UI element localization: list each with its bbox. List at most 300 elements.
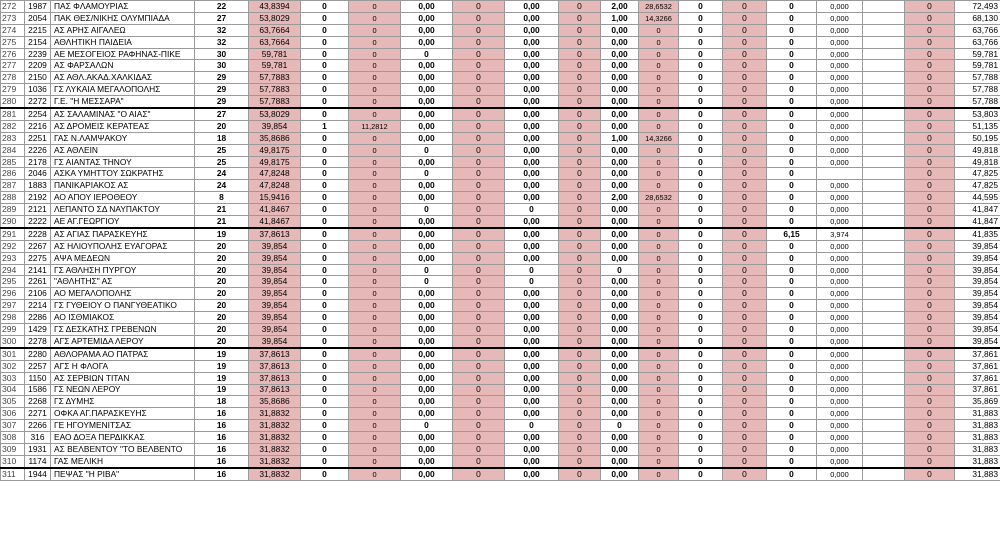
points-cell: 21 [195, 204, 249, 216]
data-cell: 0,00 [601, 108, 639, 120]
points-value-cell: 53,8029 [249, 12, 301, 24]
table-row [1, 468, 1000, 480]
data-cell: 0 [679, 288, 723, 300]
data-cell: 0 [559, 312, 601, 324]
data-cell: 0 [639, 168, 679, 180]
club-code-cell: 2178 [25, 156, 51, 168]
data-cell: 0,00 [601, 335, 639, 347]
data-cell: 0 [301, 1, 349, 13]
points-cell: 29 [195, 84, 249, 96]
data-cell: 0,00 [401, 1, 453, 13]
points-cell: 24 [195, 180, 249, 192]
data-cell: 0 [349, 312, 401, 324]
row-rank-cell: 306 [1, 408, 25, 420]
points-value-cell: 57,7883 [249, 96, 301, 108]
data-cell: 0 [301, 264, 349, 276]
data-cell: 0 [905, 348, 955, 360]
data-cell: 0,00 [505, 228, 559, 240]
club-code-cell: 2228 [25, 228, 51, 240]
points-cell: 20 [195, 240, 249, 252]
data-cell: 0 [723, 396, 767, 408]
data-cell: 0,000 [817, 108, 863, 120]
data-cell: 0 [349, 180, 401, 192]
data-cell: 0,000 [817, 48, 863, 60]
data-cell: 0 [559, 168, 601, 180]
data-cell: 0 [679, 300, 723, 312]
club-name-cell: ΓΑΣ ΜΕΛΙΚΗ [51, 455, 195, 467]
data-cell: 0,00 [505, 36, 559, 48]
data-cell: 0 [401, 420, 453, 432]
data-cell: 0,000 [817, 264, 863, 276]
club-code-cell: 2209 [25, 60, 51, 72]
data-cell: 0 [639, 96, 679, 108]
data-cell: 0 [639, 408, 679, 420]
table-row [1, 1, 1000, 13]
data-cell [863, 216, 905, 228]
data-cell: 0 [301, 48, 349, 60]
row-rank-cell: 287 [1, 180, 25, 192]
data-cell: 0 [639, 120, 679, 132]
data-cell: 0 [679, 228, 723, 240]
data-cell: 0,000 [817, 204, 863, 216]
data-cell: 0,000 [817, 1, 863, 13]
data-cell: 0,00 [401, 300, 453, 312]
data-cell: 0 [679, 72, 723, 84]
row-rank-cell: 274 [1, 24, 25, 36]
data-cell: 0 [301, 408, 349, 420]
data-cell: 0 [679, 108, 723, 120]
data-cell: 0 [639, 180, 679, 192]
points-value-cell: 63,7664 [249, 24, 301, 36]
points-value-cell: 57,7883 [249, 72, 301, 84]
data-cell: 0 [639, 348, 679, 360]
data-cell: 0 [301, 252, 349, 264]
data-cell: 41,847 [955, 204, 1000, 216]
table-row [1, 443, 1000, 455]
data-cell: 0 [639, 300, 679, 312]
data-cell: 0 [905, 288, 955, 300]
data-cell: 0 [559, 288, 601, 300]
table-row [1, 276, 1000, 288]
data-cell: 0,00 [601, 228, 639, 240]
club-name-cell: ΓΣ ΔΕΣΚΑΤΗΣ ΓΡΕΒΕΝΩΝ [51, 324, 195, 336]
data-cell: 0 [905, 60, 955, 72]
club-name-cell: ΑΘΛΟΡΑΜΑ ΑΟ ΠΑΤΡΑΣ [51, 348, 195, 360]
data-cell: 0 [679, 120, 723, 132]
data-cell: 0 [559, 360, 601, 372]
data-cell: 63,766 [955, 24, 1000, 36]
data-cell: 0,00 [401, 432, 453, 444]
data-cell: 0 [401, 276, 453, 288]
data-cell: 0,00 [505, 84, 559, 96]
data-cell: 0 [639, 108, 679, 120]
points-value-cell: 37,8613 [249, 384, 301, 396]
data-cell: 0,00 [505, 348, 559, 360]
data-cell: 0 [723, 468, 767, 480]
data-cell: 59,781 [955, 60, 1000, 72]
data-cell: 0 [723, 132, 767, 144]
table-row [1, 60, 1000, 72]
data-cell: 0,000 [817, 24, 863, 36]
data-cell: 0,00 [505, 144, 559, 156]
data-cell: 0 [453, 432, 505, 444]
data-cell: 0 [905, 132, 955, 144]
data-cell: 0 [559, 252, 601, 264]
data-cell: 0 [349, 1, 401, 13]
data-cell: 0 [639, 204, 679, 216]
data-cell: 0,00 [505, 468, 559, 480]
data-cell: 0 [301, 324, 349, 336]
data-cell: 0 [723, 48, 767, 60]
row-rank-cell: 283 [1, 132, 25, 144]
data-cell: 0 [559, 180, 601, 192]
club-name-cell: ΑΣ ΑΘΛ.ΑΚΑΔ.ΧΑΛΚΙΔΑΣ [51, 72, 195, 84]
data-cell [863, 396, 905, 408]
row-rank-cell: 275 [1, 36, 25, 48]
data-cell: 0 [349, 443, 401, 455]
points-cell: 20 [195, 252, 249, 264]
data-cell: 0 [905, 408, 955, 420]
club-code-cell: 2278 [25, 335, 51, 347]
row-rank-cell: 293 [1, 252, 25, 264]
data-cell: 1 [301, 120, 349, 132]
row-rank-cell: 308 [1, 432, 25, 444]
data-cell: 0 [679, 1, 723, 13]
data-cell: 0,00 [601, 48, 639, 60]
data-cell: 53,803 [955, 108, 1000, 120]
data-cell [863, 108, 905, 120]
data-cell: 0,00 [505, 24, 559, 36]
data-cell: 37,861 [955, 348, 1000, 360]
data-cell: 0 [301, 276, 349, 288]
data-cell: 0,00 [505, 455, 559, 467]
points-cell: 20 [195, 300, 249, 312]
data-cell: 0,000 [817, 192, 863, 204]
club-code-cell: 2271 [25, 408, 51, 420]
data-cell: 0 [559, 96, 601, 108]
data-cell: 0 [301, 288, 349, 300]
data-cell [817, 168, 863, 180]
table-row [1, 252, 1000, 264]
data-cell: 0 [559, 240, 601, 252]
points-value-cell: 41,8467 [249, 216, 301, 228]
club-code-cell: 2226 [25, 144, 51, 156]
data-cell: 0 [453, 324, 505, 336]
data-cell: 0,00 [601, 216, 639, 228]
data-cell: 0 [639, 312, 679, 324]
data-cell: 0 [767, 276, 817, 288]
data-cell: 39,854 [955, 300, 1000, 312]
club-name-cell: Γ.Ε. "Η ΜΕΣΣΑΡΑ" [51, 96, 195, 108]
data-cell: 0 [767, 288, 817, 300]
points-value-cell: 39,854 [249, 276, 301, 288]
data-cell: 0 [723, 348, 767, 360]
data-cell [863, 312, 905, 324]
data-cell: 0 [905, 420, 955, 432]
table-row [1, 372, 1000, 384]
club-name-cell: ΑΘΛΗΤΙΚΗ ΠΑΙΔΕΙΑ [51, 36, 195, 48]
data-cell: 0 [559, 228, 601, 240]
data-cell: 14,3266 [639, 12, 679, 24]
data-cell: 47,825 [955, 168, 1000, 180]
data-cell: 0 [453, 360, 505, 372]
points-value-cell: 37,8613 [249, 348, 301, 360]
points-cell: 19 [195, 384, 249, 396]
data-cell: 0 [639, 360, 679, 372]
data-cell: 0,000 [817, 180, 863, 192]
data-cell: 0 [453, 144, 505, 156]
club-name-cell: ΕΑΟ ΔΟΞΑ ΠΕΡΔΙΚΚΑΣ [51, 432, 195, 444]
data-cell: 0 [723, 335, 767, 347]
data-cell: 0 [905, 144, 955, 156]
data-cell: 0 [639, 420, 679, 432]
data-cell: 0 [559, 1, 601, 13]
data-cell [863, 324, 905, 336]
data-cell: 0 [559, 396, 601, 408]
data-cell: 0,00 [601, 288, 639, 300]
data-cell: 0 [559, 372, 601, 384]
data-cell: 0 [453, 36, 505, 48]
data-cell: 0 [767, 192, 817, 204]
data-cell: 0,000 [817, 360, 863, 372]
data-cell: 0 [723, 156, 767, 168]
table-row [1, 84, 1000, 96]
row-rank-cell: 279 [1, 84, 25, 96]
data-cell: 0 [679, 348, 723, 360]
data-cell: 0 [453, 240, 505, 252]
data-cell: 0,00 [601, 84, 639, 96]
points-value-cell: 31,8832 [249, 420, 301, 432]
data-cell: 0 [559, 443, 601, 455]
data-cell: 0 [679, 335, 723, 347]
points-cell: 30 [195, 48, 249, 60]
data-cell: 41,847 [955, 216, 1000, 228]
data-cell: 0 [301, 216, 349, 228]
data-cell: 0,000 [817, 420, 863, 432]
data-cell: 0,00 [401, 24, 453, 36]
data-cell: 0,00 [601, 384, 639, 396]
data-cell: 0 [723, 372, 767, 384]
data-cell: 0,000 [817, 60, 863, 72]
data-cell: 0 [301, 180, 349, 192]
data-cell: 0 [301, 156, 349, 168]
table-row [1, 324, 1000, 336]
data-cell: 0 [349, 60, 401, 72]
points-cell: 29 [195, 96, 249, 108]
data-cell: 0 [301, 455, 349, 467]
data-cell: 0 [453, 96, 505, 108]
data-cell: 0 [905, 360, 955, 372]
points-cell: 16 [195, 468, 249, 480]
data-cell: 0,000 [817, 132, 863, 144]
table-row [1, 360, 1000, 372]
data-cell: 0 [639, 432, 679, 444]
data-cell [863, 36, 905, 48]
data-cell: 0 [559, 156, 601, 168]
data-cell: 0 [453, 132, 505, 144]
data-cell [863, 276, 905, 288]
club-code-cell: 1883 [25, 180, 51, 192]
data-cell: 0 [559, 300, 601, 312]
data-cell: 0,00 [401, 228, 453, 240]
data-cell: 0,00 [505, 156, 559, 168]
data-cell: 0 [453, 156, 505, 168]
data-cell: 0,00 [401, 396, 453, 408]
data-cell: 0,000 [817, 300, 863, 312]
data-cell: 0,00 [505, 396, 559, 408]
club-name-cell: ΑΕ ΜΕΣΟΓΕΙΟΣ ΡΑΦΗΝΑΣ-ΠΙΚΕ [51, 48, 195, 60]
data-cell: 6,15 [767, 228, 817, 240]
points-cell: 16 [195, 408, 249, 420]
data-cell: 0,00 [505, 408, 559, 420]
data-cell: 0 [505, 264, 559, 276]
data-cell: 0,00 [601, 156, 639, 168]
club-code-cell: 2280 [25, 348, 51, 360]
data-cell: 0 [349, 192, 401, 204]
data-cell: 0 [349, 288, 401, 300]
data-cell: 0,000 [817, 84, 863, 96]
points-value-cell: 35,8686 [249, 396, 301, 408]
data-cell: 0,00 [601, 455, 639, 467]
data-cell: 0,00 [505, 240, 559, 252]
data-cell: 0,000 [817, 312, 863, 324]
row-rank-cell: 297 [1, 300, 25, 312]
data-cell: 0 [559, 144, 601, 156]
data-cell: 31,883 [955, 408, 1000, 420]
data-cell: 0 [679, 96, 723, 108]
data-cell: 0 [453, 228, 505, 240]
data-cell: 0,00 [505, 180, 559, 192]
points-value-cell: 39,854 [249, 252, 301, 264]
row-rank-cell: 292 [1, 240, 25, 252]
data-cell: 0,00 [401, 132, 453, 144]
data-cell: 0 [723, 264, 767, 276]
data-cell [863, 264, 905, 276]
table-row [1, 455, 1000, 467]
data-cell: 0 [723, 192, 767, 204]
data-cell: 0 [767, 48, 817, 60]
data-cell [863, 132, 905, 144]
row-rank-cell: 310 [1, 455, 25, 467]
table-row [1, 180, 1000, 192]
table-row [1, 168, 1000, 180]
club-name-cell: ΟΦΚΑ ΑΓ.ΠΑΡΑΣΚΕΥΗΣ [51, 408, 195, 420]
points-cell: 25 [195, 144, 249, 156]
data-cell: 0,00 [601, 312, 639, 324]
points-cell: 19 [195, 348, 249, 360]
data-cell: 0,000 [817, 384, 863, 396]
club-code-cell: 2154 [25, 36, 51, 48]
data-cell: 0 [301, 192, 349, 204]
data-cell: 0 [453, 264, 505, 276]
data-cell: 0 [905, 396, 955, 408]
row-rank-cell: 289 [1, 204, 25, 216]
points-cell: 20 [195, 335, 249, 347]
table-row [1, 288, 1000, 300]
data-cell [863, 24, 905, 36]
club-name-cell: ΓΑΣ Ν.ΛΑΜΨΑΚΟΥ [51, 132, 195, 144]
club-code-cell: 2239 [25, 48, 51, 60]
data-cell [863, 228, 905, 240]
data-cell: 0 [559, 48, 601, 60]
points-cell: 19 [195, 372, 249, 384]
table-row [1, 108, 1000, 120]
data-cell: 0 [723, 420, 767, 432]
data-cell: 28,6532 [639, 1, 679, 13]
row-rank-cell: 286 [1, 168, 25, 180]
club-code-cell: 2272 [25, 96, 51, 108]
row-rank-cell: 282 [1, 120, 25, 132]
data-cell [863, 443, 905, 455]
data-cell: 0 [349, 408, 401, 420]
data-cell: 0 [767, 60, 817, 72]
table-row [1, 240, 1000, 252]
data-cell: 0 [453, 468, 505, 480]
data-cell [863, 204, 905, 216]
data-cell: 59,781 [955, 48, 1000, 60]
data-cell: 0,000 [817, 156, 863, 168]
data-cell [863, 408, 905, 420]
club-name-cell: ΑΣ ΑΡΗΣ ΑΙΓΑΛΕΩ [51, 24, 195, 36]
points-cell: 32 [195, 24, 249, 36]
data-cell: 0,00 [505, 192, 559, 204]
data-cell: 0 [905, 240, 955, 252]
club-name-cell: ΑΨΑ ΜΕΔΕΩΝ [51, 252, 195, 264]
data-cell: 0 [767, 96, 817, 108]
data-cell: 0 [679, 252, 723, 264]
data-cell: 0 [559, 24, 601, 36]
data-cell: 0 [767, 312, 817, 324]
data-cell: 41,835 [955, 228, 1000, 240]
data-cell [863, 240, 905, 252]
data-cell: 0 [453, 348, 505, 360]
club-name-cell: ΑΣ ΔΡΟΜΕΙΣ ΚΕΡΑΤΕΑΣ [51, 120, 195, 132]
data-cell: 0 [767, 120, 817, 132]
data-cell: 0,00 [601, 72, 639, 84]
points-cell: 24 [195, 168, 249, 180]
data-cell: 0 [301, 348, 349, 360]
table-row [1, 384, 1000, 396]
data-cell: 0 [767, 252, 817, 264]
data-cell: 0 [453, 443, 505, 455]
data-cell: 0,000 [817, 240, 863, 252]
data-cell: 0 [639, 372, 679, 384]
data-cell: 0,00 [401, 324, 453, 336]
data-cell: 0,00 [401, 348, 453, 360]
row-rank-cell: 280 [1, 96, 25, 108]
row-rank-cell: 305 [1, 396, 25, 408]
data-cell: 0 [639, 24, 679, 36]
data-cell: 39,854 [955, 240, 1000, 252]
club-name-cell: ΓΣ ΔΥΜΗΣ [51, 396, 195, 408]
club-name-cell: ΠΑΝΙΚΑΡΙΑΚΟΣ ΑΣ [51, 180, 195, 192]
data-cell: 0 [679, 60, 723, 72]
data-cell: 0 [905, 300, 955, 312]
table-row [1, 156, 1000, 168]
club-code-cell: 1931 [25, 443, 51, 455]
data-cell: 0 [767, 240, 817, 252]
data-cell: 39,854 [955, 312, 1000, 324]
data-cell: 0 [301, 335, 349, 347]
points-cell: 19 [195, 228, 249, 240]
data-cell: 0 [767, 144, 817, 156]
data-cell: 31,883 [955, 468, 1000, 480]
club-name-cell: ΛΕΠΑΝΤΟ ΣΔ ΝΑΥΠΑΚΤΟΥ [51, 204, 195, 216]
row-rank-cell: 307 [1, 420, 25, 432]
data-cell: 0 [723, 408, 767, 420]
data-cell: 0 [905, 455, 955, 467]
data-cell: 68,130 [955, 12, 1000, 24]
